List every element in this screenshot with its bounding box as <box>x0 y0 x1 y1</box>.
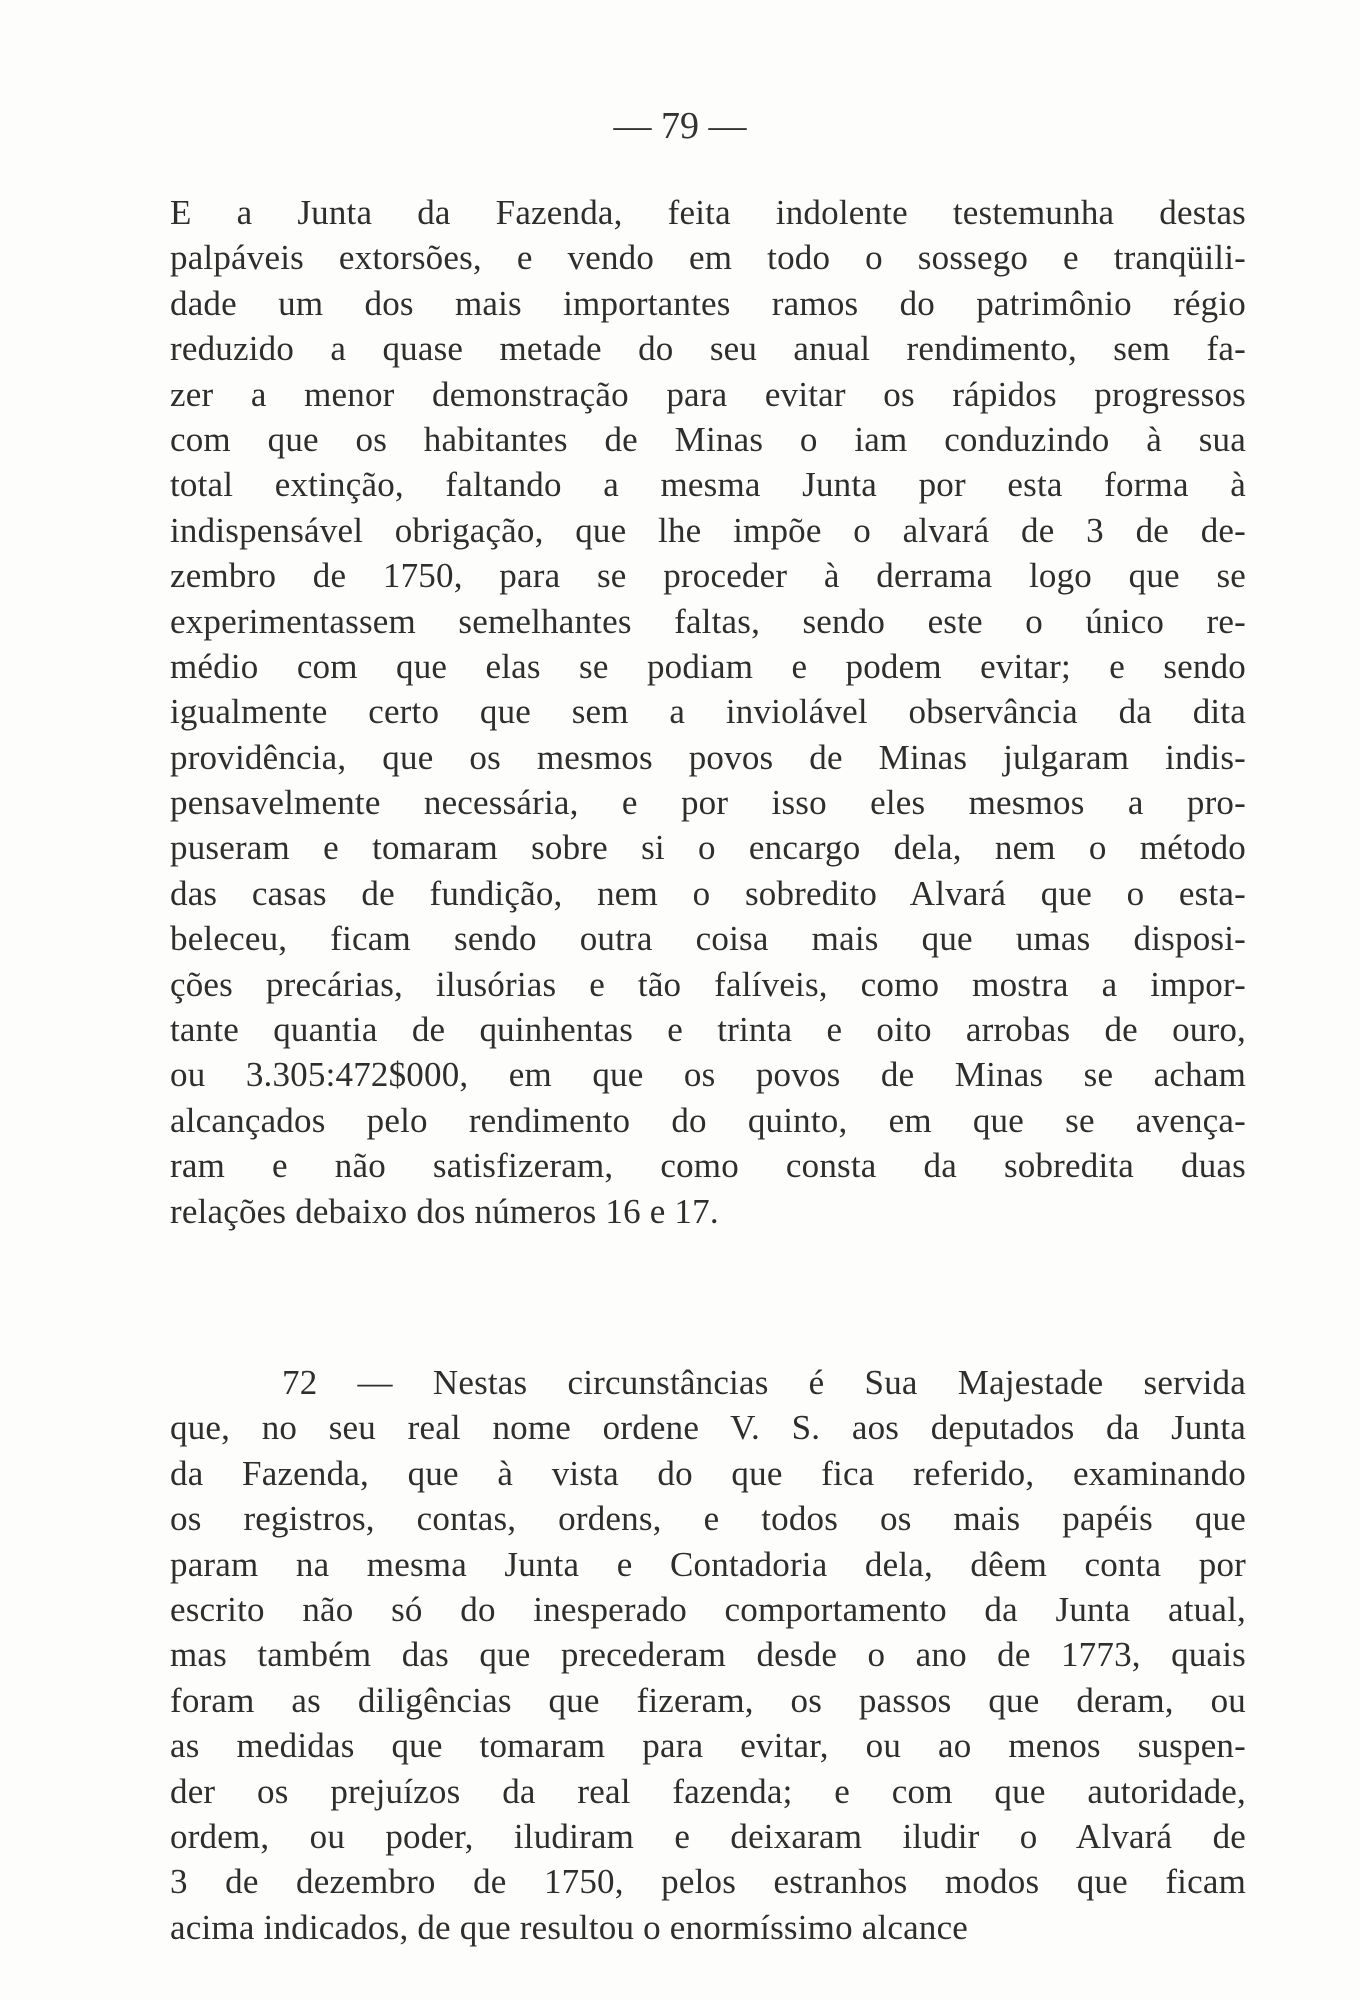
text-line: 3 de dezembro de 1750, pelos estranhos modos que ficam <box>170 1862 1246 1902</box>
text-line: médio com que elas se podiam e podem evitar; e sendo <box>170 646 1246 686</box>
text-line: dade um dos mais importantes ramos do patrimônio régio <box>170 283 1246 323</box>
text-line: ordem, ou poder, iludiram e deixaram iludir o Alvará de <box>170 1816 1246 1856</box>
text-line: acima indicados, de que resultou o enormíssimo alcance <box>170 1907 969 1947</box>
text-line: experimentassem semelhantes faltas, sendo este o único re- <box>170 601 1246 641</box>
text-line: ram e não satisfizeram, como consta da sobredita duas <box>170 1146 1246 1186</box>
text-line: alcançados pelo rendimento do quinto, em que se avença- <box>170 1100 1246 1140</box>
text-line: escrito não só do inesperado comportamento da Junta atual, <box>170 1589 1246 1629</box>
paragraph-2 <box>170 1360 1246 1950</box>
text-line: tante quantia de quinhentas e trinta e oito arrobas de ouro, <box>170 1010 1246 1050</box>
text-line: foram as diligências que fizeram, os passos que deram, ou <box>170 1680 1246 1720</box>
text-line: relações debaixo dos números 16 e 17. <box>170 1191 719 1231</box>
text-line: que, no seu real nome ordene V. S. aos deputados da Junta <box>170 1408 1246 1448</box>
text-line: total extinção, faltando a mesma Junta por esta forma à <box>170 465 1246 505</box>
text-line: reduzido a quase metade do seu anual rendimento, sem fa- <box>170 329 1246 369</box>
text-line: providência, que os mesmos povos de Minas julgaram indis- <box>170 737 1246 777</box>
text-line: indispensável obrigação, que lhe impõe o alvará de 3 de de- <box>170 510 1246 550</box>
text-line: E a Junta da Fazenda, feita indolente testemunha destas <box>170 193 1246 232</box>
text-line: der os prejuízos da real fazenda; e com que autoridade, <box>170 1771 1246 1811</box>
text-line: com que os habitantes de Minas o iam conduzindo à sua <box>170 419 1246 459</box>
text-line: das casas de fundição, nem o sobredito Alvará que o esta- <box>170 873 1246 913</box>
page-number: — 79 — <box>613 105 747 147</box>
text-line: igualmente certo que sem a inviolável observância da dita <box>170 692 1246 732</box>
text-line: ções precárias, ilusórias e tão falíveis, como mostra a impor- <box>170 964 1246 1004</box>
text-line: beleceu, ficam sendo outra coisa mais que umas disposi- <box>170 919 1246 959</box>
text-line: puseram e tomaram sobre si o encargo dela, nem o método <box>170 828 1246 868</box>
text-line: 72 — Nestas circunstâncias é Sua Majestade servida <box>282 1363 1246 1402</box>
text-line: mas também das que precederam desde o ano de 1773, quais <box>170 1635 1246 1675</box>
text-line: zer a menor demonstração para evitar os rápidos progressos <box>170 374 1246 414</box>
text-line: os registros, contas, ordens, e todos os mais papéis que <box>170 1499 1246 1539</box>
text-line: as medidas que tomaram para evitar, ou ao menos suspen- <box>170 1726 1246 1766</box>
text-line: da Fazenda, que à vista do que fica referido, examinando <box>170 1453 1246 1493</box>
text-line: ou 3.305:472$000, em que os povos de Minas se acham <box>170 1055 1246 1095</box>
text-line: param na mesma Junta e Contadoria dela, dêem conta por <box>170 1544 1246 1584</box>
text-line: pensavelmente necessária, e por isso eles mesmos a pro- <box>170 783 1246 823</box>
text-line: zembro de 1750, para se proceder à derrama logo que se <box>170 556 1246 596</box>
paragraph-1 <box>170 190 1246 1234</box>
text-line: palpáveis extorsões, e vendo em todo o sossego e tranqüili- <box>170 238 1246 278</box>
